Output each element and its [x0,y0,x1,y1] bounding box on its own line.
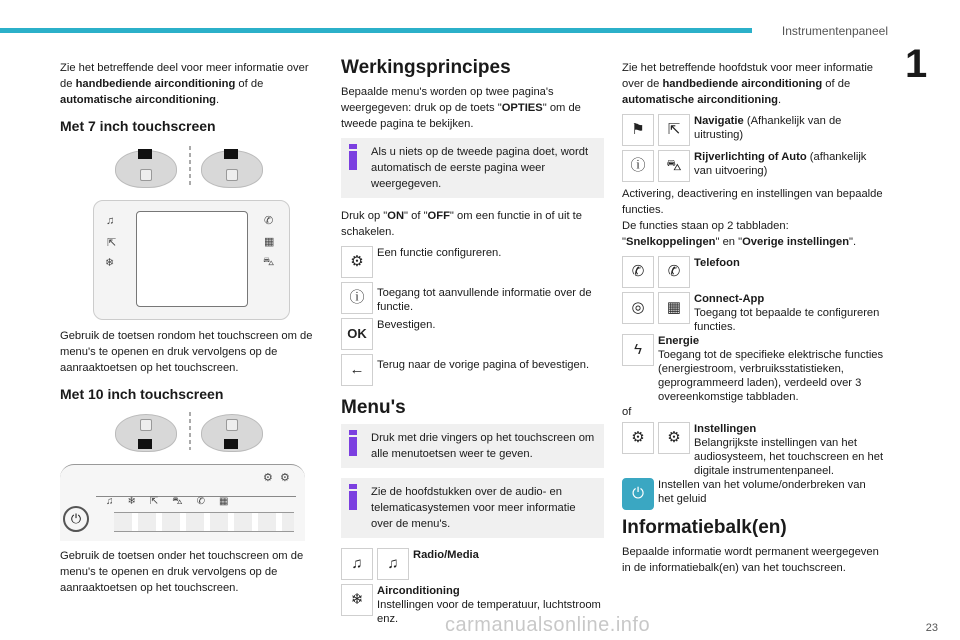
heading-info-bar: Informatiebalk(en) [622,517,787,538]
air-conditioning-icon: ❄ [341,584,373,616]
steering-wheel-icon [201,150,263,188]
watermark: carmanualsonline.info [445,614,651,636]
settings-gear-icon: ⚙ [622,422,654,454]
touchscreen-display [136,211,248,307]
section-title: Instrumentenpaneel [781,24,888,38]
paragraph-7-inch: Gebruik de toetsen rondom het touchscreen om de menu's te openen en druk vervolgens op de aanraaktoetsen op het touchscreen. [60,330,313,374]
steering-wheel-icon [115,414,177,452]
music-note-icon: ♫ [106,215,115,227]
info-bar-paragraph: Bepaalde informatie wordt permanent weergegeven in de informatiebalk(en) van het touchscreen. [622,546,879,574]
phone-row: ✆ ✆ Telefoon [622,256,884,288]
back-arrow-icon: ← [341,354,373,386]
paragraph-10-inch: Gebruik de toetsen onder het touchscreen om de menu's te openen en druk vervolgens op de aanraaktoetsen op het touchscreen. [60,550,304,594]
column-2 [341,57,604,626]
energy-icon: ϟ [622,334,654,366]
principles-paragraph: Bepaalde menu's worden op twee pagina's weergegeven: druk op de toets "OPTIES" om de tweede pagina te bekijken. [341,86,581,130]
steering-wheels-figure-7 [60,144,315,194]
power-knob-icon: ⏻ [63,506,89,532]
connect-app-row: ◎ ▦ Connect-App Toegang tot bepaalde te configureren functies. [622,292,884,334]
info-circle-icon: ⓘ [341,282,373,314]
touchscreen-10-figure [60,456,315,542]
settings-icon: ⚙ [280,472,290,484]
navigation-icon: ⇱ [107,237,117,249]
col3-intro-paragraph: Zie het betreffende hoofdstuk voor meer informatie over de handbediende airconditioning of de automatische airconditioning. [622,62,874,106]
touchscreen-7-figure [60,200,315,322]
settings-icon: ⚙ [263,472,273,484]
car-icon: ⛍ [263,256,275,268]
car-icon: ⛍ [658,150,690,182]
info-icon [349,144,357,170]
column-3 [622,60,884,582]
page-number: 23 [925,622,938,634]
info-row: ⓘ Toegang tot aanvullende informatie over de functie. [341,282,604,314]
info-icon [349,484,357,510]
info-icon [349,430,357,456]
chapter-number: 1 [905,42,928,86]
heading-7-inch: Met 7 inch touchscreen [60,118,216,134]
heading-10-inch: Met 10 inch touchscreen [60,386,224,402]
airconditioning-row: ❄ Airconditioning Instellingen voor de temperatuur, luchtstroom enz. [341,584,604,626]
back-row: ← Terug naar de vorige pagina of bevestigen. [341,354,604,386]
info-box-three-fingers: Druk met drie vingers op het touchscreen om alle menutoetsen weer te geven. [341,424,604,468]
energy-row: ϟ Energie Toegang tot de specifieke elektrische functies (energiestroom, verbruiksstatistieken, geprogrammeerd laden), verdeeld over 3 overeenkomstige tabbladen. [622,334,884,404]
phone-icon: ✆ [264,215,274,227]
settings-icon: ⚙ [658,422,690,454]
apps-grid-icon: ▦ [658,292,690,324]
confirm-row: OK Bevestigen. [341,318,604,350]
steering-wheel-icon [201,414,263,452]
on-off-paragraph: Druk op "ON" of "OFF" om een functie in of uit te schakelen. [341,210,583,238]
navigation-icon: ⇱ [658,114,690,146]
heading-principles: Werkingsprincipes [341,57,511,78]
intro-paragraph: Zie het betreffende deel voor meer informatie over de handbediende airconditioning of de automatische airconditioning. [60,62,309,106]
configure-row: ⚙ Een functie configureren. [341,246,604,278]
radio-media-row: ♫ ♫ Radio/Media [341,548,604,580]
info-box-second-page: Als u niets op de tweede pagina doet, wordt automatisch de eerste pagina weer weergegeven. [341,138,604,198]
air-conditioning-icon: ❄ [105,257,115,269]
apps-grid-icon: ▦ [264,236,275,248]
phone-icon: ✆ [658,256,690,288]
music-note-icon: ♫ [377,548,409,580]
steering-wheel-icon [115,150,177,188]
phone-device-icon: ✆ [622,256,654,288]
radio-media-icon: ♫ [341,548,373,580]
car-info-icon: ⓘ [622,150,654,182]
activation-paragraph: Activering, deactivering en instellingen van bepaalde functies. [622,188,883,216]
heading-menus: Menu's [341,397,406,418]
driving-row: ⓘ ⛍ Rijverlichting of Auto (afhankelijk van uitvoering) [622,150,884,182]
ok-icon: OK [341,318,373,350]
header-accent-bar [0,28,752,33]
navigation-row: ⚑ ⇱ Navigatie (Afhankelijk van de uitrusting) [622,114,884,146]
volume-row: ⏻ Instellen van het volume/onderbreken van het geluid [622,478,884,510]
settings-row: ⚙ ⚙ Instellingen Belangrijkste instellingen van het audiosysteem, het touchscreen en het digitale instrumentenpaneel. [622,422,884,478]
steering-wheels-figure-10 [60,412,315,452]
navigation-map-icon: ⚑ [622,114,654,146]
configure-icon: ⚙ [341,246,373,278]
info-box-audio-chapters: Zie de hoofdstukken over de audio- en telematicasystemen voor meer informatie over de menu's. [341,478,604,538]
menu-shortcuts-row: ♫❄⇱⛍✆▦ [106,496,243,507]
connect-globe-icon: ◎ [622,292,654,324]
tabs-paragraph: De functies staan op 2 tabbladen: "Snelkoppelingen" en "Overige instellingen". [622,220,857,248]
column-1 [60,60,315,602]
power-volume-icon: ⏻ [622,478,654,510]
or-label: of [622,406,632,418]
